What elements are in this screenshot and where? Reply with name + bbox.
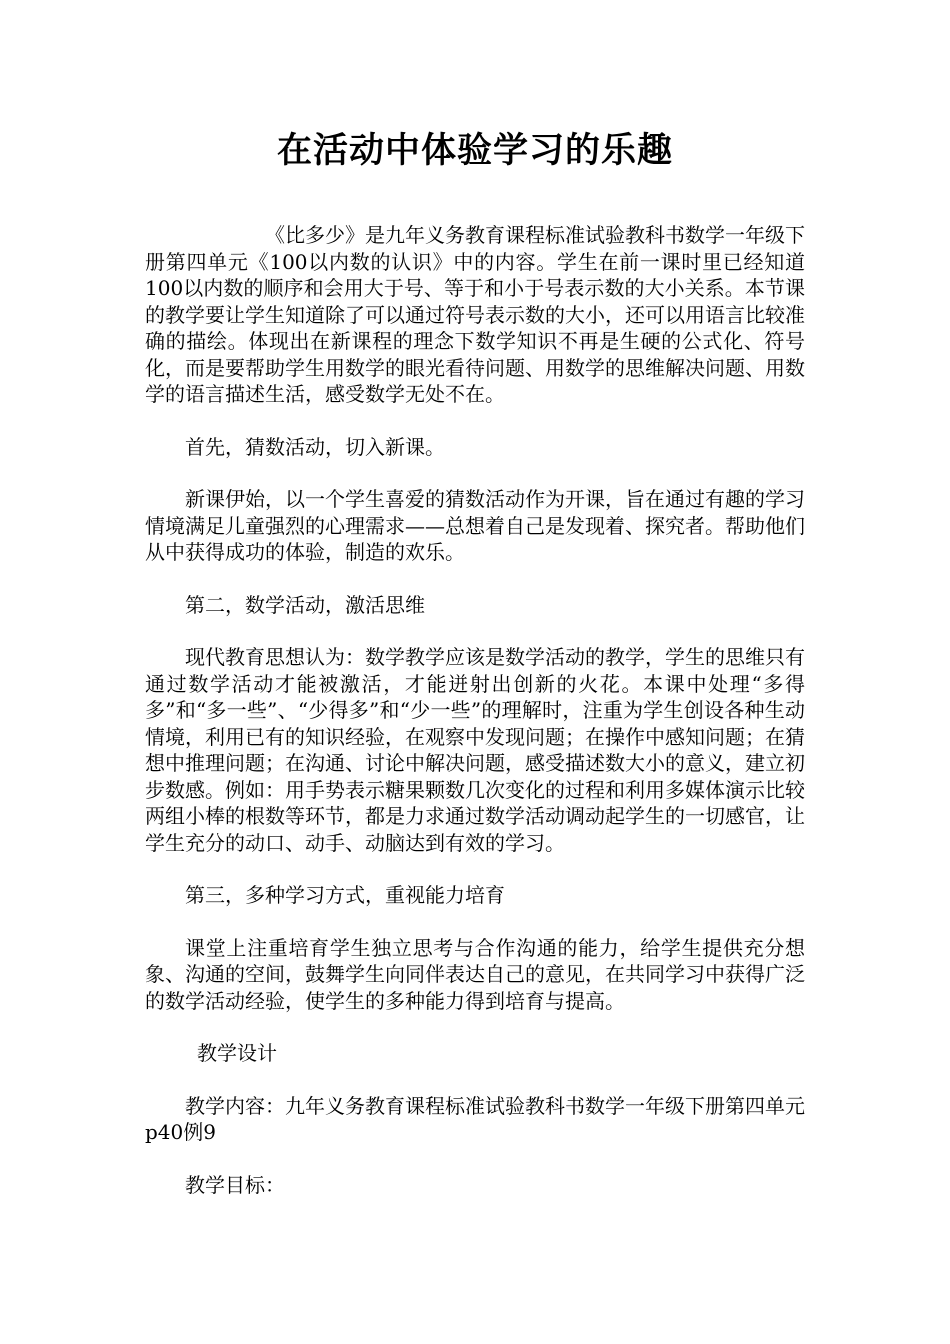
- document-body: [145, 222, 805, 1224]
- section-heading-third: 第三，多种学习方式，重视能力培育: [185, 883, 505, 907]
- intro-paragraph: 《比多少》是九年义务教育课程标准试验教科书数学一年级下册第四单元《100以内数的认识》中的内容。学生在前一课时里已经知道100以内数的顺序和会用大于号、等于和小于号表示数的大小关系。本节课的教学要让学生知道除了可以通过符号表示数的大小，还可以用语言比较准确的描绘。体现出在新课程的理念下数学知识不再是生硬的公式化、符号化，而是要帮助学生用数学的眼光看待问题、用数学的思维解决问题、用数学的语言描述生活，感受数学无处不在。: [145, 223, 805, 406]
- section-paragraph-first: 新课伊始，以一个学生喜爱的猜数活动作为开课，旨在通过有趣的学习情境满足儿童强烈的心理需求——总想着自己是发现着、探究者。帮助他们从中获得成功的体验，制造的欢乐。: [145, 487, 805, 564]
- teaching-goals-heading: 教学目标：: [185, 1172, 285, 1197]
- document-title: 在活动中体验学习的乐趣: [276, 130, 673, 171]
- teaching-content-paragraph: 教学内容：九年义务教育课程标准试验教科书数学一年级下册第四单元p40例9: [145, 1093, 805, 1144]
- section-paragraph-third: 课堂上注重培育学生独立思考与合作沟通的能力，给学生提供充分想象、沟通的空间，鼓舞学生向同伴表达自己的意见，在共同学习中获得广泛的数学活动经验，使学生的多种能力得到培育与提高。: [145, 935, 805, 1013]
- teaching-design-heading: 教学设计: [197, 1041, 277, 1065]
- section-paragraph-second: 现代教育思想认为：数学教学应该是数学活动的教学，学生的思维只有通过数学活动才能被激活，才能迸射出创新的火花。本课中处理“多得多”和“多一些”、“少得多”和“少一些”的理解时，注重为学生创设各种生动情境，利用已有的知识经验，在观察中发现问题；在操作中感知问题；在猜想中推理问题；在沟通、讨论中解决问题，感受描述数大小的意义，建立初步数感。例如：用手势表示糖果颗数几次变化的过程和利用多媒体演示比较两组小棒的根数等环节，都是力求通过数学活动调动起学生的一切感官，让学生充分的动口、动手、动脑达到有效的学习。: [145, 645, 805, 855]
- section-heading-second: 第二，数学活动，激活思维: [185, 592, 425, 617]
- section-heading-first: 首先，猜数活动，切入新课。: [185, 434, 445, 459]
